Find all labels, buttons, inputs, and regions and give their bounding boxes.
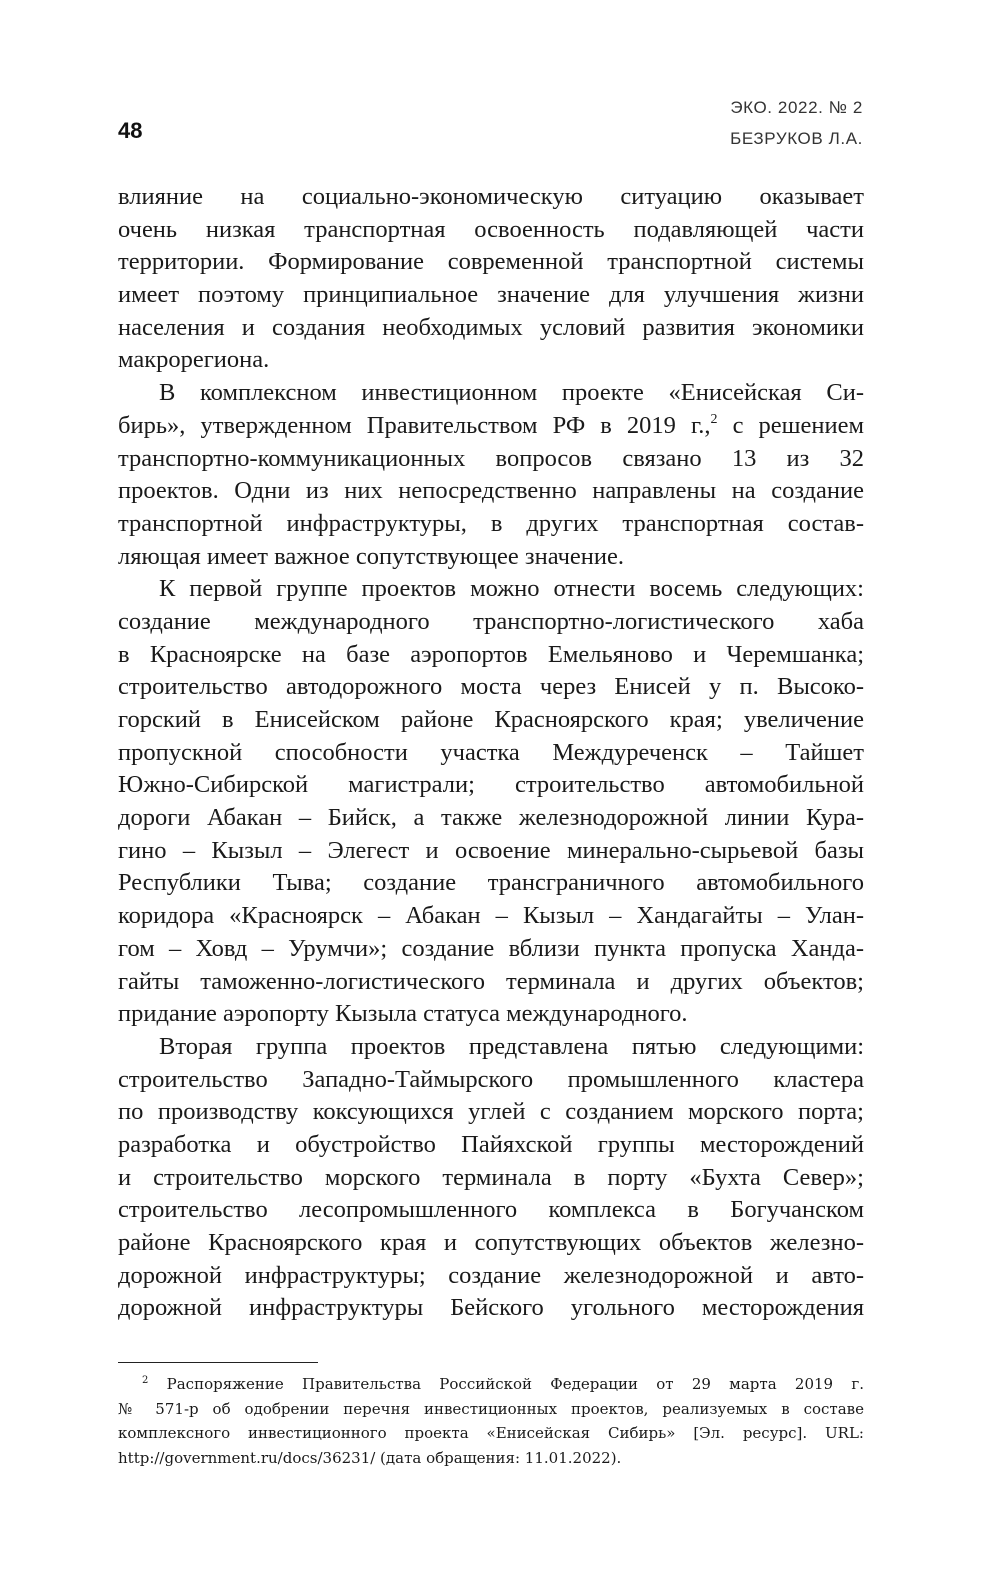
text-line: строительство автодорожного моста через Енисей у п. Высоко- xyxy=(118,673,864,701)
footnote-marker: 2 xyxy=(142,1375,149,1386)
journal-issue: ЭКО. 2022. № 2 xyxy=(730,98,863,117)
footnote-line: комплексного инвестиционного проекта «Енисейская Сибирь» [Эл. ресурс]. URL: xyxy=(118,1424,864,1442)
text-line: строительство Западно-Таймырского промышленного кластера xyxy=(118,1065,864,1093)
text-line: К первой группе проектов можно отнести восемь следующих: xyxy=(159,575,864,603)
body-text xyxy=(118,181,864,1325)
page-number: 48 xyxy=(118,118,143,143)
text-fragment: бирь», утвержденном Правительством РФ в 2019 г., xyxy=(118,411,711,439)
text-line: Республики Тыва; создание трансграничного автомобильного xyxy=(118,869,864,897)
text-line: Вторая группа проектов представлена пятью следующими: xyxy=(159,1032,864,1060)
text-line: районе Красноярского края и сопутствующих объектов железно- xyxy=(118,1229,864,1256)
footnote xyxy=(118,1372,864,1470)
text-line: придание аэропорту Кызыла статуса международного. xyxy=(118,1000,688,1028)
text-line: в Красноярске на базе аэропортов Емельяново и Черемшанка; xyxy=(118,640,864,668)
running-head xyxy=(730,92,863,154)
text-line: очень низкая транспортная освоенность подавляющей части xyxy=(118,215,864,243)
text-line: разработка и обустройство Пайяхской группы месторождений xyxy=(118,1130,864,1158)
text-line: дороги Абакан – Бийск, а также железнодорожной линии Кура- xyxy=(118,804,864,832)
text-line: проектов. Одни из них непосредственно направлены на создание xyxy=(118,477,864,505)
text-line: гом – Ховд – Урумчи»; создание вблизи пункта пропуска Ханда- xyxy=(118,934,864,962)
text-fragment: с решением xyxy=(717,411,864,439)
footnote-reference[interactable]: 2 xyxy=(710,411,718,427)
text-line: горский в Енисейском районе Красноярского края; увеличение xyxy=(118,706,864,733)
footnote-url-line[interactable]: http://government.ru/docs/36231/ (дата обращения: 11.01.2022). xyxy=(118,1448,622,1467)
footnote-line: № 571-р об одобрении перечня инвестиционных проектов, реализуемых в составе xyxy=(118,1399,864,1418)
text-line: коридора «Красноярск – Абакан – Кызыл – Хандагайты – Улан- xyxy=(118,902,864,930)
text-line-with-footnote xyxy=(118,410,864,443)
text-line: создание международного транспортно-логистического хаба xyxy=(118,607,864,635)
text-line: гино – Кызыл – Элегест и освоение минерально-сырьевой базы xyxy=(118,836,864,864)
footnote-line xyxy=(118,1372,864,1397)
text-line: и строительство морского терминала в порту «Бухта Север»; xyxy=(118,1163,864,1191)
article-author: БЕЗРУКОВ Л.А. xyxy=(730,129,863,148)
text-line: строительство лесопромышленного комплекса в Богучанском xyxy=(118,1196,864,1224)
text-line: по производству коксующихся углей с созданием морского порта; xyxy=(118,1098,864,1126)
text-line: макрорегиона. xyxy=(118,346,270,374)
text-line: имеет поэтому принципиальное значение для улучшения жизни xyxy=(118,281,864,309)
text-line: дорожной инфраструктуры; создание железнодорожной и авто- xyxy=(118,1261,864,1289)
text-line: В комплексном инвестиционном проекте «Енисейская Си- xyxy=(159,379,864,407)
text-line: транспортной инфраструктуры, в других транспортная состав- xyxy=(118,509,864,537)
text-line: дорожной инфраструктуры Бейского угольного месторождения xyxy=(118,1294,864,1322)
text-line: территории. Формирование современной транспортной системы xyxy=(118,248,864,276)
text-fragment: Распоряжение Правительства Российской Федерации от 29 марта 2019 г. xyxy=(148,1375,864,1393)
text-line: транспортно-коммуникационных вопросов связано 13 из 32 xyxy=(118,444,864,472)
text-line: Южно-Сибирской магистрали; строительство автомобильной xyxy=(118,771,864,799)
text-line: населения и создания необходимых условий развития экономики xyxy=(118,313,864,341)
text-line: ляющая имеет важное сопутствующее значение. xyxy=(118,542,625,570)
footnote-divider xyxy=(118,1362,318,1363)
text-line: влияние на социально-экономическую ситуацию оказывает xyxy=(118,183,864,210)
text-line: пропускной способности участка Междуреченск – Тайшет xyxy=(118,738,864,766)
text-line: гайты таможенно-логистического терминала и других объектов; xyxy=(118,967,864,995)
